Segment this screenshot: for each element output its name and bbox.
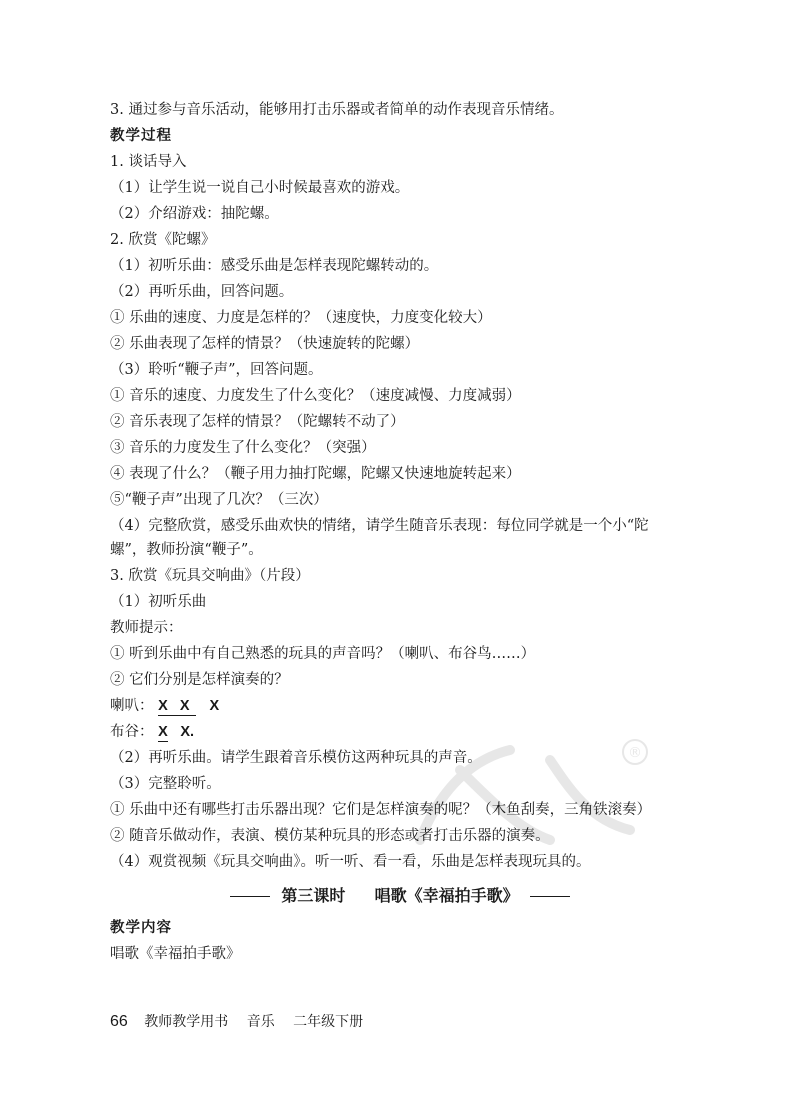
question-2-3-a: ① 音乐的速度、力度发生了什么变化？（速度减慢、力度减弱） <box>110 388 521 404</box>
step-3-3: （3）完整聆听。 <box>110 776 221 792</box>
objective-3: 3. 通过参与音乐活动，能够用打击乐器或者简单的动作表现音乐情绪。 <box>110 102 564 118</box>
lesson-title <box>0 885 800 907</box>
grade: 二年级下册 <box>293 1014 364 1030</box>
heading-teaching-process: 教学过程 <box>110 128 172 144</box>
rhythm-note: X <box>158 698 168 714</box>
question-2-3-c: ③ 音乐的力度发生了什么变化？（突强） <box>110 440 376 456</box>
section-3-title: 3. 欣赏《玩具交响曲》（片段） <box>110 568 310 584</box>
question-2-2-a: ① 乐曲的速度、力度是怎样的？（速度快，力度变化较大） <box>110 310 492 326</box>
heading-teaching-content: 教学内容 <box>110 920 172 936</box>
step-3-2: （2）再听乐曲。请学生跟着音乐模仿这两种玩具的声音。 <box>110 750 482 766</box>
rhythm-note: X <box>179 698 190 714</box>
step-1-2: （2）介绍游戏：抽陀螺。 <box>110 206 279 222</box>
rhythm-trumpet <box>110 696 219 716</box>
teacher-hint: 教师提示： <box>110 620 183 636</box>
question-2-3-e: ⑤“鞭子声”出现了几次？（三次） <box>110 492 328 508</box>
watermark-logo <box>400 730 660 860</box>
step-1-1: （1）让学生说一说自己小时候最喜欢的游戏。 <box>110 180 410 196</box>
section-2-title: 2. 欣赏《陀螺》 <box>110 232 216 248</box>
subject: 音乐 <box>246 1014 275 1030</box>
question-2-2-b: ② 乐曲表现了怎样的情景？（快速旋转的陀螺） <box>110 336 420 352</box>
step-2-2: （2）再听乐曲，回答问题。 <box>110 284 294 300</box>
hint-question-2: ② 它们分别是怎样演奏的？ <box>110 672 289 688</box>
rhythm-cuckoo <box>110 722 194 742</box>
step-3-1: （1）初听乐曲 <box>110 594 207 610</box>
question-3-3-a: ① 乐曲中还有哪些打击乐器出现？它们是怎样演奏的呢？（木鱼刮奏，三角铁滚奏） <box>110 802 652 818</box>
step-2-4-cont: 螺”，教师扮演“鞭子”。 <box>110 542 263 558</box>
question-2-3-d: ④ 表现了什么？（鞭子用力抽打陀螺，陀螺又快速地旋转起来） <box>110 466 521 482</box>
question-2-3-b: ② 音乐表现了怎样的情景？（陀螺转不动了） <box>110 414 405 430</box>
title-rule-right <box>530 896 570 897</box>
page-footer <box>110 1011 363 1031</box>
hint-question-1: ① 听到乐曲中有自己熟悉的玩具的声音吗？（喇叭、布谷鸟……） <box>110 646 536 662</box>
rhythm-trumpet-label: 喇叭： <box>110 698 154 714</box>
rhythm-note: X. <box>180 724 195 740</box>
rhythm-note: X <box>158 724 168 740</box>
step-2-4: （4）完整欣赏，感受乐曲欢快的情绪，请学生随音乐表现：每位同学就是一个小“陀 <box>110 518 649 534</box>
step-2-1: （1）初听乐曲：感受乐曲是怎样表现陀螺转动的。 <box>110 258 439 274</box>
lesson-number: 第三课时 <box>281 886 346 905</box>
step-3-4: （4）观赏视频《玩具交响曲》。听一听、看一看，乐曲是怎样表现玩具的。 <box>110 854 591 870</box>
step-2-3: （3）聆听“鞭子声”，回答问题。 <box>110 362 323 378</box>
registered-mark: ® <box>628 745 642 761</box>
title-rule-left <box>230 896 270 897</box>
question-3-3-b: ② 随音乐做动作，表演、模仿某种玩具的形态或者打击乐器的演奏。 <box>110 828 550 844</box>
page-number: 66 <box>110 1013 128 1030</box>
book-title: 教师教学用书 <box>144 1014 229 1030</box>
lesson-name: 唱歌《幸福拍手歌》 <box>374 886 519 905</box>
rhythm-note: X <box>209 698 220 714</box>
rhythm-trumpet-group <box>158 698 195 716</box>
section-1-title: 1. 谈话导入 <box>110 154 187 170</box>
teaching-content-item: 唱歌《幸福拍手歌》 <box>110 946 241 962</box>
rhythm-cuckoo-label: 布谷： <box>110 724 154 740</box>
